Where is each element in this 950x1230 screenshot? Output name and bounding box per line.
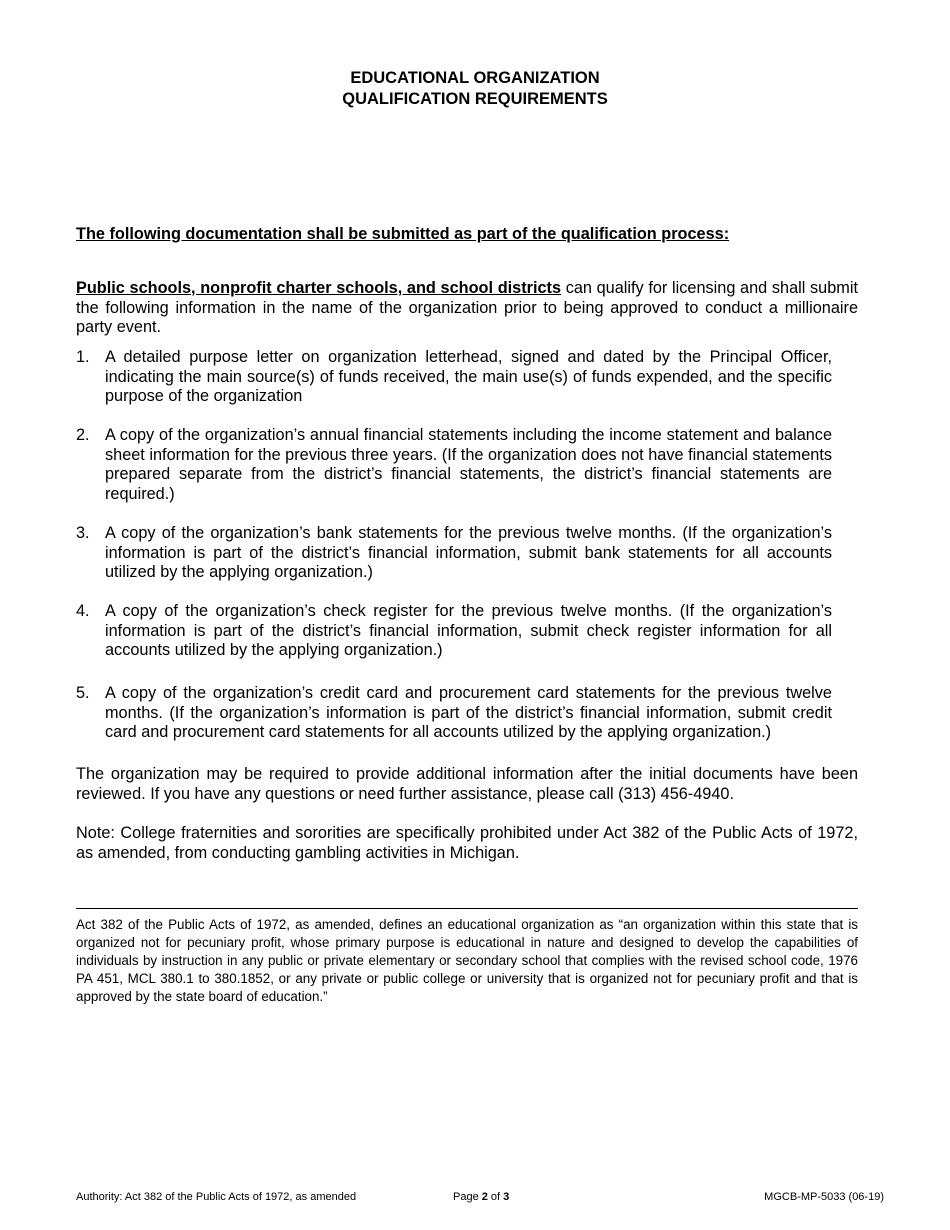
footer-form-id: MGCB-MP-5033 (06-19): [764, 1191, 884, 1203]
list-item-number: 5.: [76, 684, 90, 702]
footer-page-number: [453, 1191, 509, 1203]
list-item-number: 3.: [76, 524, 90, 542]
list-item-text: A copy of the organization’s credit card and procurement card statements for the previous twelve months. (If the organization’s information is part of the district’s financial information, submit credit card and procurement card statements for all accounts utilized by the applying organization.): [105, 684, 832, 741]
list-item-text: A copy of the organization’s bank statements for the previous twelve months. (If the organization’s information is part of the district’s financial information, submit bank statements for all accounts utilized by the applying organization.): [105, 524, 832, 581]
footnote-divider: [76, 908, 858, 909]
page-prefix: Page: [453, 1191, 482, 1203]
list-item-text: A copy of the organization’s annual financial statements including the income statement and balance sheet information for the previous three years. (If the organization does not have financial statements prepared separate from the district’s financial statements, the district’s financial statements are required.): [105, 426, 832, 503]
list-item-text: A copy of the organization’s check register for the previous twelve months. (If the organization’s information is part of the district’s financial information, submit check register information for all accounts utilized by the applying organization.): [105, 602, 832, 659]
page-title-line2: QUALIFICATION REQUIREMENTS: [342, 90, 608, 108]
intro-paragraph: [76, 279, 858, 338]
page-title-line1: EDUCATIONAL ORGANIZATION: [350, 69, 600, 87]
section-heading: The following documentation shall be submitted as part of the qualification process:: [76, 225, 730, 243]
intro-bold-lead: Public schools, nonprofit charter schools, and school districts: [76, 279, 562, 297]
footnote: Act 382 of the Public Acts of 1972, as amended, defines an educational organization as “an organization within this state that is organized not for pecuniary profit, whose primary purpose is educational in nature and designed to develop the capabilities of individuals by instruction in any public or private elementary or secondary school that complies with the revised school code, 1976 PA 451, MCL 380.1 to 380.1852, or any private or public college or university that is organized not for pecuniary profit and that is approved by the state board of education.”: [76, 917, 858, 1004]
page-total: 3: [503, 1191, 510, 1203]
note-paragraph: Note: College fraternities and sororities are specifically prohibited under Act 382 of the Public Acts of 1972, as amended, from conducting gambling activities in Michigan.: [76, 824, 858, 862]
intro-rest: can qualify for licensing and shall submit the following information in the name of the organization prior to being approved to conduct a millionaire party event.: [76, 279, 858, 336]
additional-info-paragraph: The organization may be required to provide additional information after the initial documents have been reviewed. If you have any questions or need further assistance, please call (313) 456-4940.: [76, 765, 858, 803]
page-current: 2: [481, 1191, 488, 1203]
page-of: of: [487, 1191, 504, 1203]
list-item-number: 1.: [76, 348, 90, 366]
list-item-text: A detailed purpose letter on organization letterhead, signed and dated by the Principal Officer, indicating the main source(s) of funds received, the main use(s) of funds expended, and the specific purpose of the organization: [105, 348, 832, 405]
footer-authority: Authority: Act 382 of the Public Acts of 1972, as amended: [76, 1191, 357, 1203]
list-item-number: 2.: [76, 426, 90, 444]
list-item-number: 4.: [76, 602, 90, 620]
